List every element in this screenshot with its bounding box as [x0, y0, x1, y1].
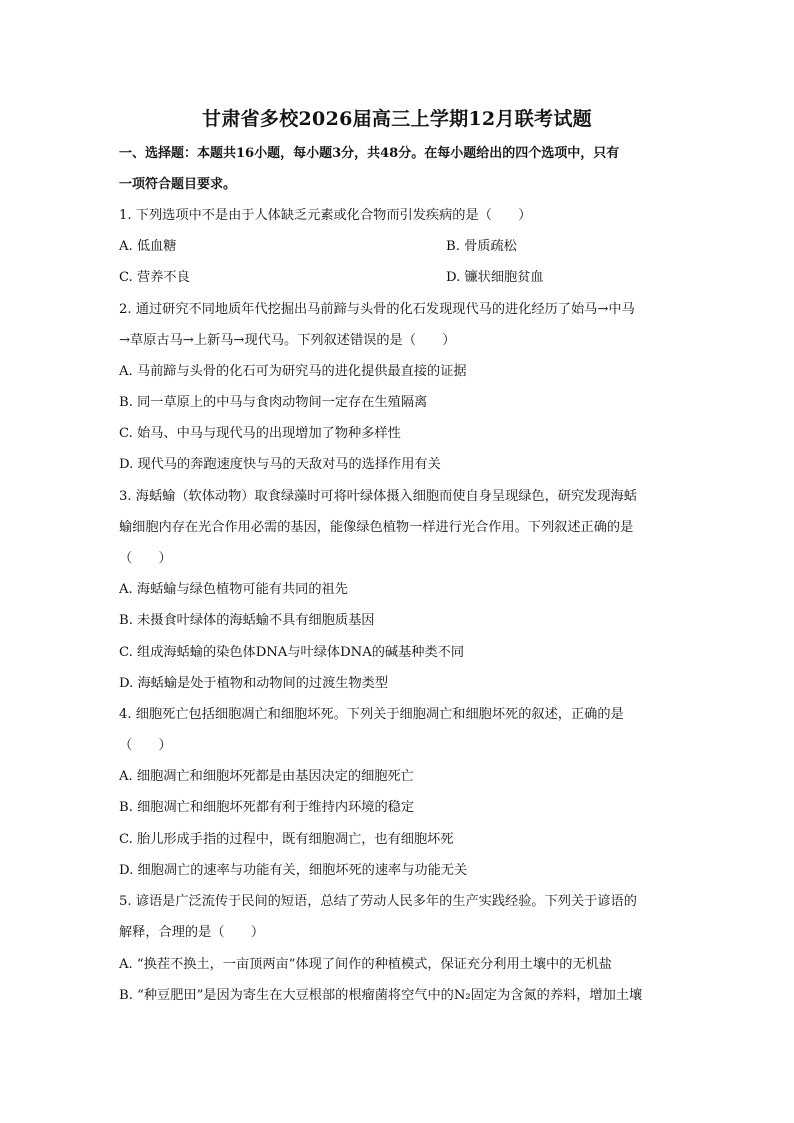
question-4-option-a: A. 细胞凋亡和细胞坏死都是由基因决定的细胞死亡	[119, 769, 414, 784]
question-4-option-b: B. 细胞凋亡和细胞坏死都有利于维持内环境的稳定	[119, 800, 415, 815]
question-1-option-a: A. 低血糖	[119, 239, 177, 254]
question-4-stem-line-2: （ ）	[119, 738, 172, 753]
question-4-option-d: D. 细胞凋亡的速率与功能有关，细胞坏死的速率与功能无关	[119, 863, 468, 878]
question-5-stem-line-1: 5. 谚语是广泛流传于民间的短语，总结了劳动人民多年的生产实践经验。下列关于谚语的	[119, 894, 637, 909]
question-1-option-b: B. 骨质疏松	[446, 239, 517, 254]
question-3-option-b: B. 未摄食叶绿体的海蛞蝓不具有细胞质基因	[119, 613, 375, 628]
question-3-stem-line-1: 3. 海蛞蝓（软体动物）取食绿藻时可将叶绿体摄入细胞而使自身呈现绿色，研究发现海蛞	[119, 489, 637, 504]
question-2-stem-line-1: 2. 通过研究不同地质年代挖掘出马前蹄与头骨的化石发现现代马的进化经历了始马→中马	[119, 302, 635, 317]
question-2-option-b: B. 同一草原上的中马与食肉动物间一定存在生殖隔离	[119, 395, 428, 410]
question-1-option-c: C. 营养不良	[119, 270, 190, 285]
page-title: 甘肃省多校2026届高三上学期12月联考试题	[202, 108, 592, 130]
question-1-option-d: D. 镰状细胞贫血	[446, 270, 544, 285]
question-5-option-a: A. “换茬不换土，一亩顶两亩”体现了间作的种植模式，保证充分利用土壤中的无机盐	[119, 957, 612, 972]
question-2-option-c: C. 始马、中马与现代马的出现增加了物种多样性	[119, 426, 401, 441]
question-3-option-d: D. 海蛞蝓是处于植物和动物间的过渡生物类型	[119, 676, 389, 691]
question-4-stem-line-1: 4. 细胞死亡包括细胞凋亡和细胞坏死。下列关于细胞凋亡和细胞坏死的叙述，正确的是	[119, 707, 624, 722]
question-3-option-a: A. 海蛞蝓与绿色植物可能有共同的祖先	[119, 582, 348, 597]
question-2-option-a: A. 马前蹄与头骨的化石可为研究马的进化提供最直接的证据	[119, 364, 467, 379]
question-3-stem-line-2: 蝓细胞内存在光合作用必需的基因，能像绿色植物一样进行光合作用。下列叙述正确的是	[119, 520, 634, 535]
question-4-option-c: C. 胎儿形成手指的过程中，既有细胞凋亡，也有细胞坏死	[119, 832, 454, 847]
question-2-stem-line-2: →草原古马→上新马→现代马。下列叙述错误的是（ ）	[119, 333, 456, 348]
question-5-option-b: B. “种豆肥田”是因为寄生在大豆根部的根瘤菌将空气中的N₂固定为含氮的养料，增加土壤	[119, 988, 643, 1003]
question-3-option-c: C. 组成海蛞蝓的染色体DNA与叶绿体DNA的碱基种类不同	[119, 645, 465, 660]
section-instructions-line-2: 一项符合题目要求。	[119, 177, 237, 192]
question-2-option-d: D. 现代马的奔跑速度快与马的天敌对马的选择作用有关	[119, 457, 441, 472]
question-1-stem: 1. 下列选项中不是由于人体缺乏元素或化合物而引发疾病的是（ ）	[119, 208, 532, 223]
question-5-stem-line-2: 解释，合理的是（ ）	[119, 925, 265, 940]
question-3-stem-line-3: （ ）	[119, 551, 172, 566]
section-instructions-line-1: 一、选择题：本题共16小题，每小题3分，共48分。在每小题给出的四个选项中，只有	[119, 146, 620, 161]
